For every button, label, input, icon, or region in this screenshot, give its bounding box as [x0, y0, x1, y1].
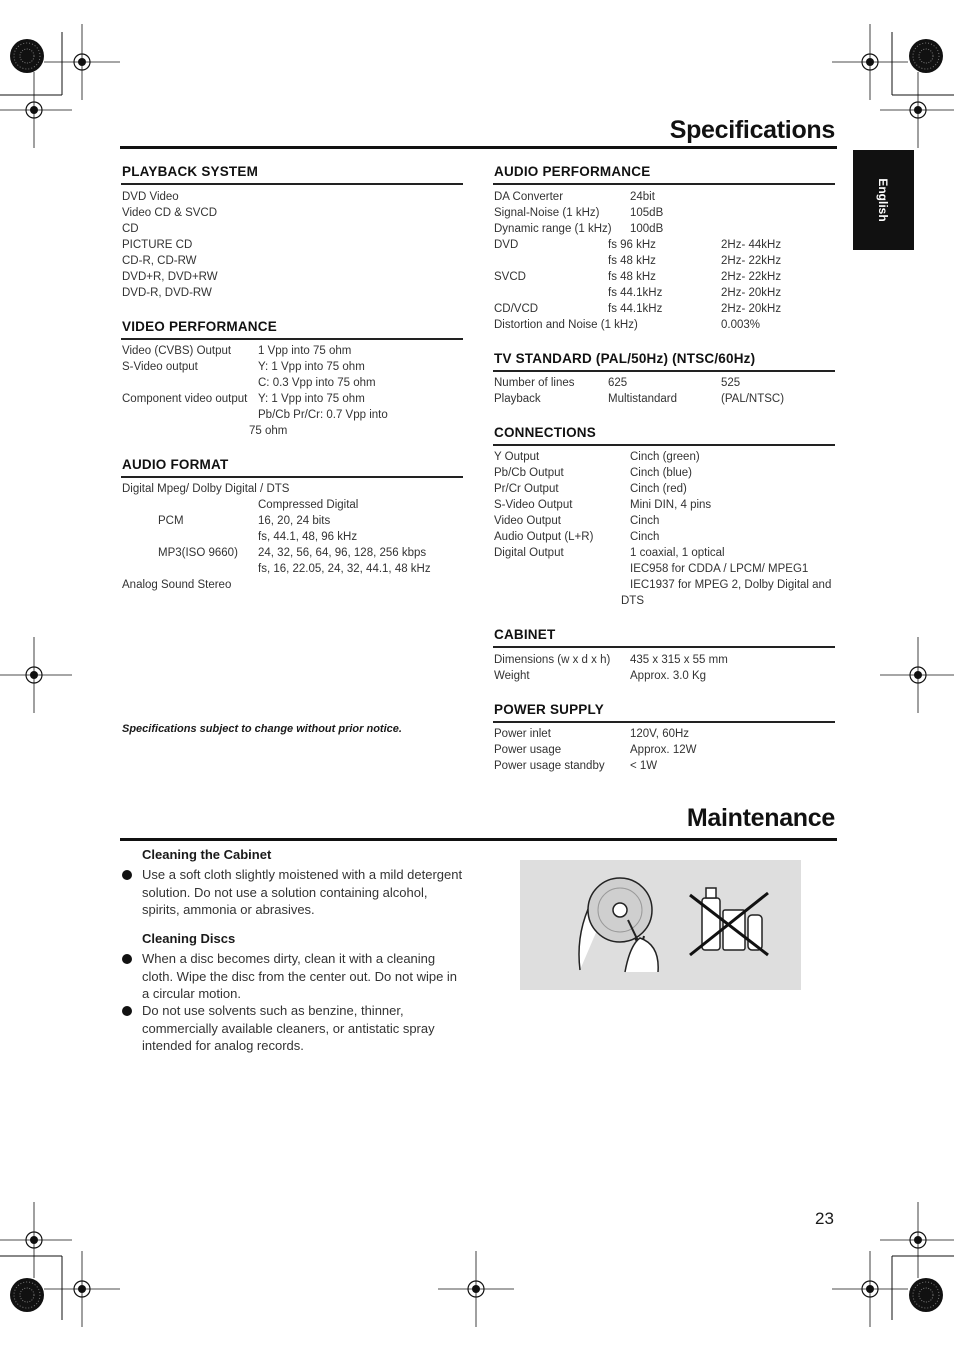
video-performance-label: S-Video output	[122, 361, 198, 373]
power-supply-label: Power inlet	[494, 728, 551, 740]
connections-value: Cinch	[630, 515, 660, 527]
playback-system-heading: PLAYBACK SYSTEM	[122, 164, 259, 179]
video-performance-label: Video (CVBS) Output	[122, 345, 232, 357]
audio-performance-label: DVD	[494, 239, 519, 251]
audio-format-heading: AUDIO FORMAT	[122, 457, 229, 472]
maintenance-title: Maintenance	[686, 804, 835, 832]
video-performance-value: Y: 1 Vpp into 75 ohm	[258, 361, 365, 373]
audio-performance-value: 105dB	[630, 207, 664, 219]
tv-standard-heading: TV STANDARD (PAL/50Hz) (NTSC/60Hz)	[494, 351, 756, 366]
language-tab-label: English	[876, 178, 890, 222]
connections-label: Pb/Cb Output	[494, 467, 564, 479]
audio-performance-sampling: fs 44.1kHz	[608, 287, 663, 299]
cleaning-cabinet-heading: Cleaning the Cabinet	[142, 847, 272, 862]
cabinet-value: Approx. 3.0 Kg	[630, 670, 707, 682]
disc-cleaning-icon	[520, 860, 801, 990]
power-supply-value: 120V, 60Hz	[630, 728, 690, 740]
playback-item: PICTURE CD	[122, 239, 193, 251]
audio-performance-range: 2Hz- 20kHz	[721, 303, 782, 315]
audio-format-mp3-label: MP3(ISO 9660)	[158, 547, 238, 559]
connections-label: Audio Output (L+R)	[494, 531, 594, 543]
connections-value: Cinch (red)	[630, 483, 687, 495]
maintenance-rule	[120, 838, 837, 841]
tv-standard-ntsc: (PAL/NTSC)	[721, 393, 785, 405]
bullet-icon	[122, 1006, 132, 1016]
audio-performance-label: SVCD	[494, 271, 526, 283]
connections-value: Mini DIN, 4 pins	[630, 499, 712, 511]
audio-format-digital: Digital Mpeg/ Dolby Digital / DTS	[122, 483, 290, 495]
power-supply-value: Approx. 12W	[630, 744, 697, 756]
language-tab	[853, 150, 914, 250]
audio-performance-range: 2Hz- 44kHz	[721, 239, 782, 251]
tv-standard-pal: Multistandard	[608, 393, 678, 405]
cabinet-rule	[493, 646, 835, 648]
audio-performance-range: 2Hz- 20kHz	[721, 287, 782, 299]
audio-format-pcm-label: PCM	[158, 515, 184, 527]
connections-value: Cinch (green)	[630, 451, 700, 463]
power-supply-rule	[493, 721, 835, 723]
tv-standard-ntsc: 525	[721, 377, 741, 389]
cleaning-discs-heading: Cleaning Discs	[142, 931, 236, 946]
connections-label: S-Video Output	[494, 499, 573, 511]
connections-label: Y Output	[494, 451, 540, 463]
video-performance-value: 75 ohm	[249, 425, 288, 437]
playback-item: Video CD & SVCD	[122, 207, 218, 219]
connections-label: Digital Output	[494, 547, 564, 559]
connections-value: IEC958 for CDDA / LPCM/ MPEG1	[630, 563, 809, 575]
playback-item: DVD Video	[122, 191, 179, 203]
connections-label: Pr/Cr Output	[494, 483, 559, 495]
audio-performance-label: Dynamic range (1 kHz)	[494, 223, 612, 235]
connections-value: Cinch (blue)	[630, 467, 692, 479]
connections-value: Cinch	[630, 531, 660, 543]
audio-performance-sampling: fs 48 kHz	[608, 271, 656, 283]
bullet-icon	[122, 870, 132, 880]
connections-value: DTS	[621, 595, 644, 607]
video-performance-value: Y: 1 Vpp into 75 ohm	[258, 393, 365, 405]
audio-format-rule	[121, 476, 463, 478]
audio-performance-range: 2Hz- 22kHz	[721, 255, 782, 267]
video-performance-heading: VIDEO PERFORMANCE	[122, 319, 277, 334]
video-performance-value: 1 Vpp into 75 ohm	[258, 345, 352, 357]
playback-item: CD-R, CD-RW	[122, 255, 197, 267]
video-performance-value: Pb/Cb Pr/Cr: 0.7 Vpp into	[258, 409, 388, 421]
connections-label: Video Output	[494, 515, 561, 527]
playback-item: DVD-R, DVD-RW	[122, 287, 212, 299]
audio-format-analog: Analog Sound Stereo	[122, 579, 232, 591]
cleaning-discs-text-1: When a disc becomes dirty, clean it with a cleaning cloth. Wipe the disc from the center out. Do not wipe in a circular motion.	[142, 951, 458, 1001]
cabinet-label: Weight	[494, 670, 530, 682]
audio-performance-range: 0.003%	[721, 319, 761, 331]
video-performance-label: Component video output	[122, 393, 248, 405]
playback-item: DVD+R, DVD+RW	[122, 271, 218, 283]
audio-performance-label: CD/VCD	[494, 303, 539, 315]
audio-performance-value: 24bit	[630, 191, 655, 203]
power-supply-heading: POWER SUPPLY	[494, 702, 604, 717]
video-performance-value: C: 0.3 Vpp into 75 ohm	[258, 377, 376, 389]
audio-performance-label: Distortion and Noise (1 kHz)	[494, 319, 638, 331]
cleaning-cabinet-text: Use a soft cloth slightly moistened with a mild detergent solution. Do not use a solution containing alcohol, spirits, ammonia or abrasives.	[142, 867, 463, 917]
tv-standard-rule	[493, 370, 835, 372]
audio-format-mp3-value: 24, 32, 56, 64, 96, 128, 256 kbps	[258, 547, 427, 559]
title-rule	[120, 146, 837, 149]
audio-performance-rule	[493, 183, 835, 185]
audio-performance-sampling: fs 96 kHz	[608, 239, 656, 251]
audio-performance-sampling: fs 44.1kHz	[608, 303, 663, 315]
connections-value: 1 coaxial, 1 optical	[630, 547, 725, 559]
audio-performance-label: DA Converter	[494, 191, 564, 203]
cabinet-heading: CABINET	[494, 627, 556, 642]
audio-performance-heading: AUDIO PERFORMANCE	[494, 164, 651, 179]
audio-performance-value: 100dB	[630, 223, 664, 235]
power-supply-label: Power usage standby	[494, 760, 605, 772]
power-supply-value: < 1W	[630, 760, 658, 772]
tv-standard-pal: 625	[608, 377, 628, 389]
audio-format-pcm-value: 16, 20, 24 bits	[258, 515, 331, 527]
bullet-icon	[122, 954, 132, 964]
page-number: 23	[815, 1209, 834, 1228]
video-performance-rule	[121, 338, 463, 340]
audio-performance-sampling: fs 48 kHz	[608, 255, 656, 267]
audio-format-compressed: Compressed Digital	[258, 499, 359, 511]
playback-item: CD	[122, 223, 139, 235]
connections-rule	[493, 444, 835, 446]
cleaning-discs-text-2: Do not use solvents such as benzine, thinner, commercially available cleaners, or antistatic spray intended for analog records.	[142, 1003, 435, 1053]
cabinet-label: Dimensions (w x d x h)	[494, 654, 611, 666]
page-title: Specifications	[669, 116, 835, 144]
cleaning-illustration	[520, 860, 801, 990]
cabinet-value: 435 x 315 x 55 mm	[630, 654, 728, 666]
connections-value: IEC1937 for MPEG 2, Dolby Digital and	[630, 579, 832, 591]
tv-standard-label: Number of lines	[494, 377, 575, 389]
audio-format-pcm-fs: fs, 44.1, 48, 96 kHz	[258, 531, 358, 543]
audio-format-mp3-fs: fs, 16, 22.05, 24, 32, 44.1, 48 kHz	[258, 563, 431, 575]
audio-performance-range: 2Hz- 22kHz	[721, 271, 782, 283]
playback-system-rule	[121, 183, 463, 185]
connections-heading: CONNECTIONS	[494, 425, 596, 440]
tv-standard-label: Playback	[494, 393, 541, 405]
power-supply-label: Power usage	[494, 744, 562, 756]
audio-performance-label: Signal-Noise (1 kHz)	[494, 207, 600, 219]
spec-change-notice: Specifications subject to change without prior notice.	[122, 723, 402, 735]
